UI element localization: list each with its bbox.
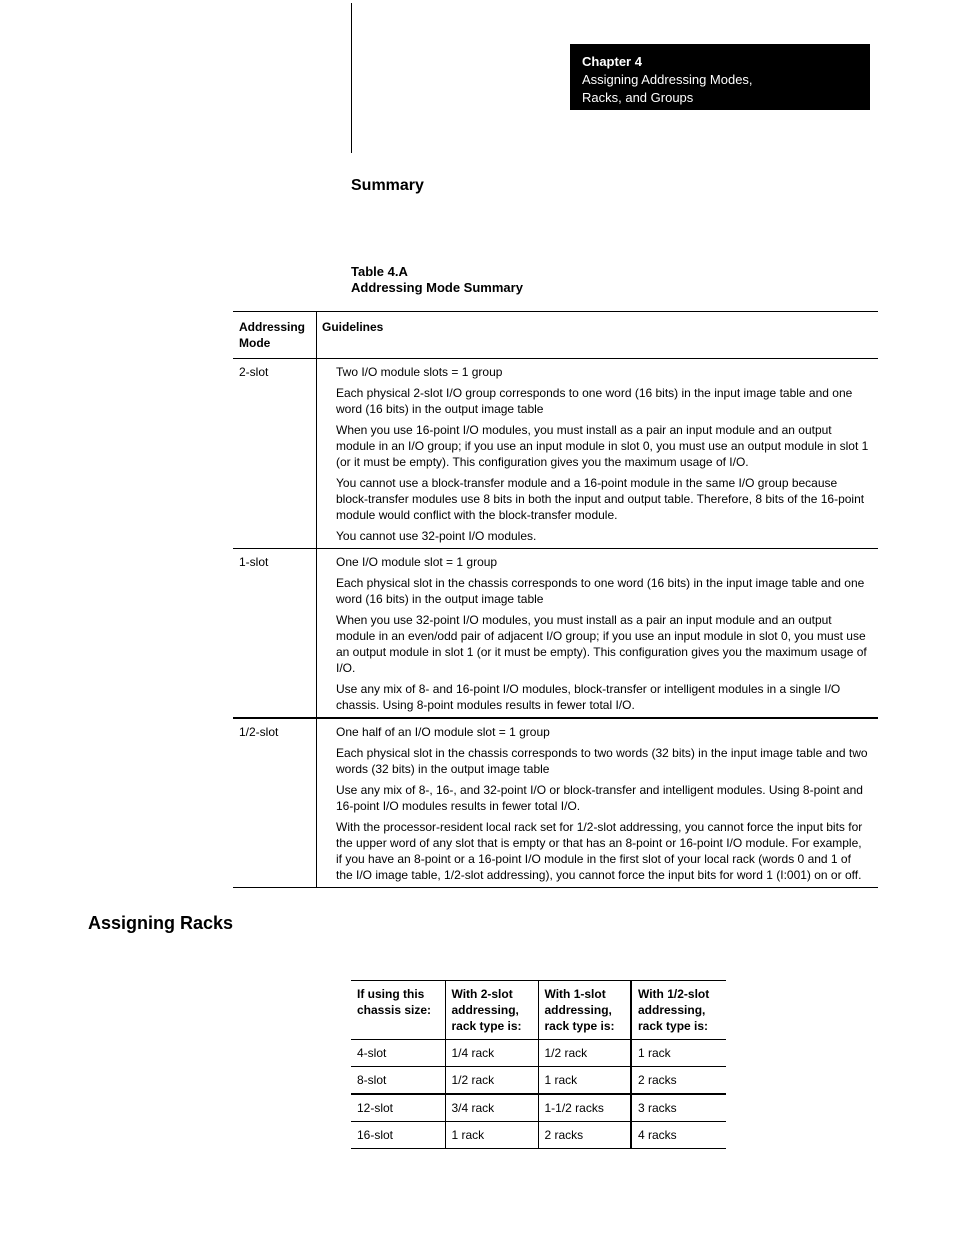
half-slot-header xyxy=(631,981,726,1040)
chapter-title-line1: Assigning Addressing Modes, xyxy=(582,72,753,87)
table-title: Addressing Mode Summary xyxy=(351,280,523,295)
table-header-row xyxy=(351,981,726,1040)
header-line: addressing, xyxy=(638,1003,706,1017)
guideline: Use any mix of 8- and 16-point I/O modules, block-transfer or intelligent modules in a single I/O chassis. Using 8-point modules results in fewer total I/O. xyxy=(336,682,841,712)
mode-cell: 1/2-slot xyxy=(233,719,317,887)
table-cell: 1-1/2 racks xyxy=(538,1094,631,1122)
table-cell: 2 racks xyxy=(631,1067,726,1095)
one-slot-header xyxy=(538,981,631,1040)
table-cell: 4 racks xyxy=(631,1122,726,1149)
table-cell: 1 rack xyxy=(538,1067,631,1095)
guidelines-cell xyxy=(317,719,878,887)
header-line: chassis size: xyxy=(357,1003,432,1017)
mode-cell: 2-slot xyxy=(233,359,317,548)
table-row xyxy=(351,1122,726,1149)
guideline: Use any mix of 8-, 16-, and 32-point I/O or block-transfer and intelligent modules. Using 8-point and 16-point I/O modules results in fewer total I/O. xyxy=(336,783,863,813)
mode-header-line2: Mode xyxy=(239,336,271,350)
table-row xyxy=(233,359,878,549)
table-cell: 12-slot xyxy=(357,1101,394,1115)
guideline: When you use 16-point I/O modules, you must install as a pair an input module and an output module in an I/O group; if you use an input module in slot 0, you must use an output module in slot 1 (or it must be empty). This configuration gives you the maximum usage of I/O. xyxy=(336,423,869,469)
table-cell: 1/4 rack xyxy=(445,1040,538,1067)
addressing-mode-table xyxy=(233,311,878,888)
margin-rule xyxy=(351,3,352,153)
guideline: Each physical 2-slot I/O group corresponds to one word (16 bits) in the input image table and one word (16 bits) in the output image table xyxy=(336,386,853,416)
rack-type-table xyxy=(351,980,726,1149)
table-row xyxy=(351,1094,726,1122)
header-line: With 1/2-slot xyxy=(638,987,710,1001)
header-line: addressing, xyxy=(544,1003,612,1017)
table-row xyxy=(233,549,878,719)
chapter-number: Chapter 4 xyxy=(582,54,642,69)
chapter-title-line2: Racks, and Groups xyxy=(582,90,694,105)
mode-header-line1: Addressing xyxy=(239,320,306,334)
guidelines-column-header: Guidelines xyxy=(322,320,384,334)
guideline: One I/O module slot = 1 group xyxy=(336,555,498,569)
table-cell: 1/2 rack xyxy=(538,1040,631,1067)
table-cell: 3/4 rack xyxy=(445,1094,538,1122)
table-row xyxy=(233,719,878,888)
table-cell: 8-slot xyxy=(357,1073,387,1087)
guideline: Two I/O module slots = 1 group xyxy=(336,365,503,379)
header-line: With 2-slot xyxy=(451,987,513,1001)
guideline: You cannot use 32-point I/O modules. xyxy=(336,529,537,543)
table-caption xyxy=(351,264,523,296)
guideline: One half of an I/O module slot = 1 group xyxy=(336,725,550,739)
guideline: Each physical slot in the chassis corresponds to one word (16 bits) in the input image table and one word (16 bits) in the output image table xyxy=(336,576,865,606)
guideline: With the processor-resident local rack set for 1/2-slot addressing, you cannot force the input bits for the upper word of any slot that is empty or that has an 8-point or 16-point I/O module. For example, if you have an 8-point or a 16-point I/O module in the first slot of your local rack (words 0 and 1 of the I/O image table, 1/2-slot addressing), you cannot force the input bits for word 1 (I:001) on or off. xyxy=(336,820,863,882)
two-slot-header xyxy=(445,981,538,1040)
header-line: addressing, xyxy=(451,1003,519,1017)
assigning-racks-heading: Assigning Racks xyxy=(88,913,234,933)
table-row xyxy=(351,1040,726,1067)
header-line: rack type is: xyxy=(638,1019,709,1033)
table-row xyxy=(351,1067,726,1095)
guideline: Each physical slot in the chassis corresponds to two words (32 bits) in the input image table and two words (32 bits) in the output image table xyxy=(336,746,868,776)
summary-heading: Summary xyxy=(351,177,424,194)
header-line: rack type is: xyxy=(451,1019,522,1033)
chapter-header xyxy=(570,44,870,110)
header-line: If using this xyxy=(357,987,425,1001)
header-line: With 1-slot xyxy=(544,987,606,1001)
table-cell: 1 rack xyxy=(445,1122,538,1149)
chassis-size-header xyxy=(351,981,445,1040)
table-cell: 4-slot xyxy=(357,1046,387,1060)
mode-column-header xyxy=(233,312,317,358)
guidelines-cell xyxy=(317,359,878,548)
table-cell: 16-slot xyxy=(357,1128,394,1142)
guideline: When you use 32-point I/O modules, you must install as a pair an input module and an output module in an even/odd pair of adjacent I/O group; if you use an input module in slot 0, you must use an output module in slot 1 (or it must be empty). This configuration gives you the maximum usage of I/O. xyxy=(336,613,867,675)
mode-cell: 1-slot xyxy=(233,549,317,717)
table-cell: 1/2 rack xyxy=(445,1067,538,1095)
table-cell: 1 rack xyxy=(631,1040,726,1067)
table-cell: 3 racks xyxy=(631,1094,726,1122)
table-cell: 2 racks xyxy=(538,1122,631,1149)
table-number: Table 4.A xyxy=(351,264,408,279)
guidelines-cell xyxy=(317,549,878,717)
guideline: You cannot use a block-transfer module and a 16-point module in the same I/O group because block-transfer modules use 8 bits in both the input and output table. Therefore, 8 bits of the 16-point module would conflict with the block-transfer module. xyxy=(336,476,865,522)
header-line: rack type is: xyxy=(544,1019,615,1033)
table-header-row xyxy=(233,312,878,359)
